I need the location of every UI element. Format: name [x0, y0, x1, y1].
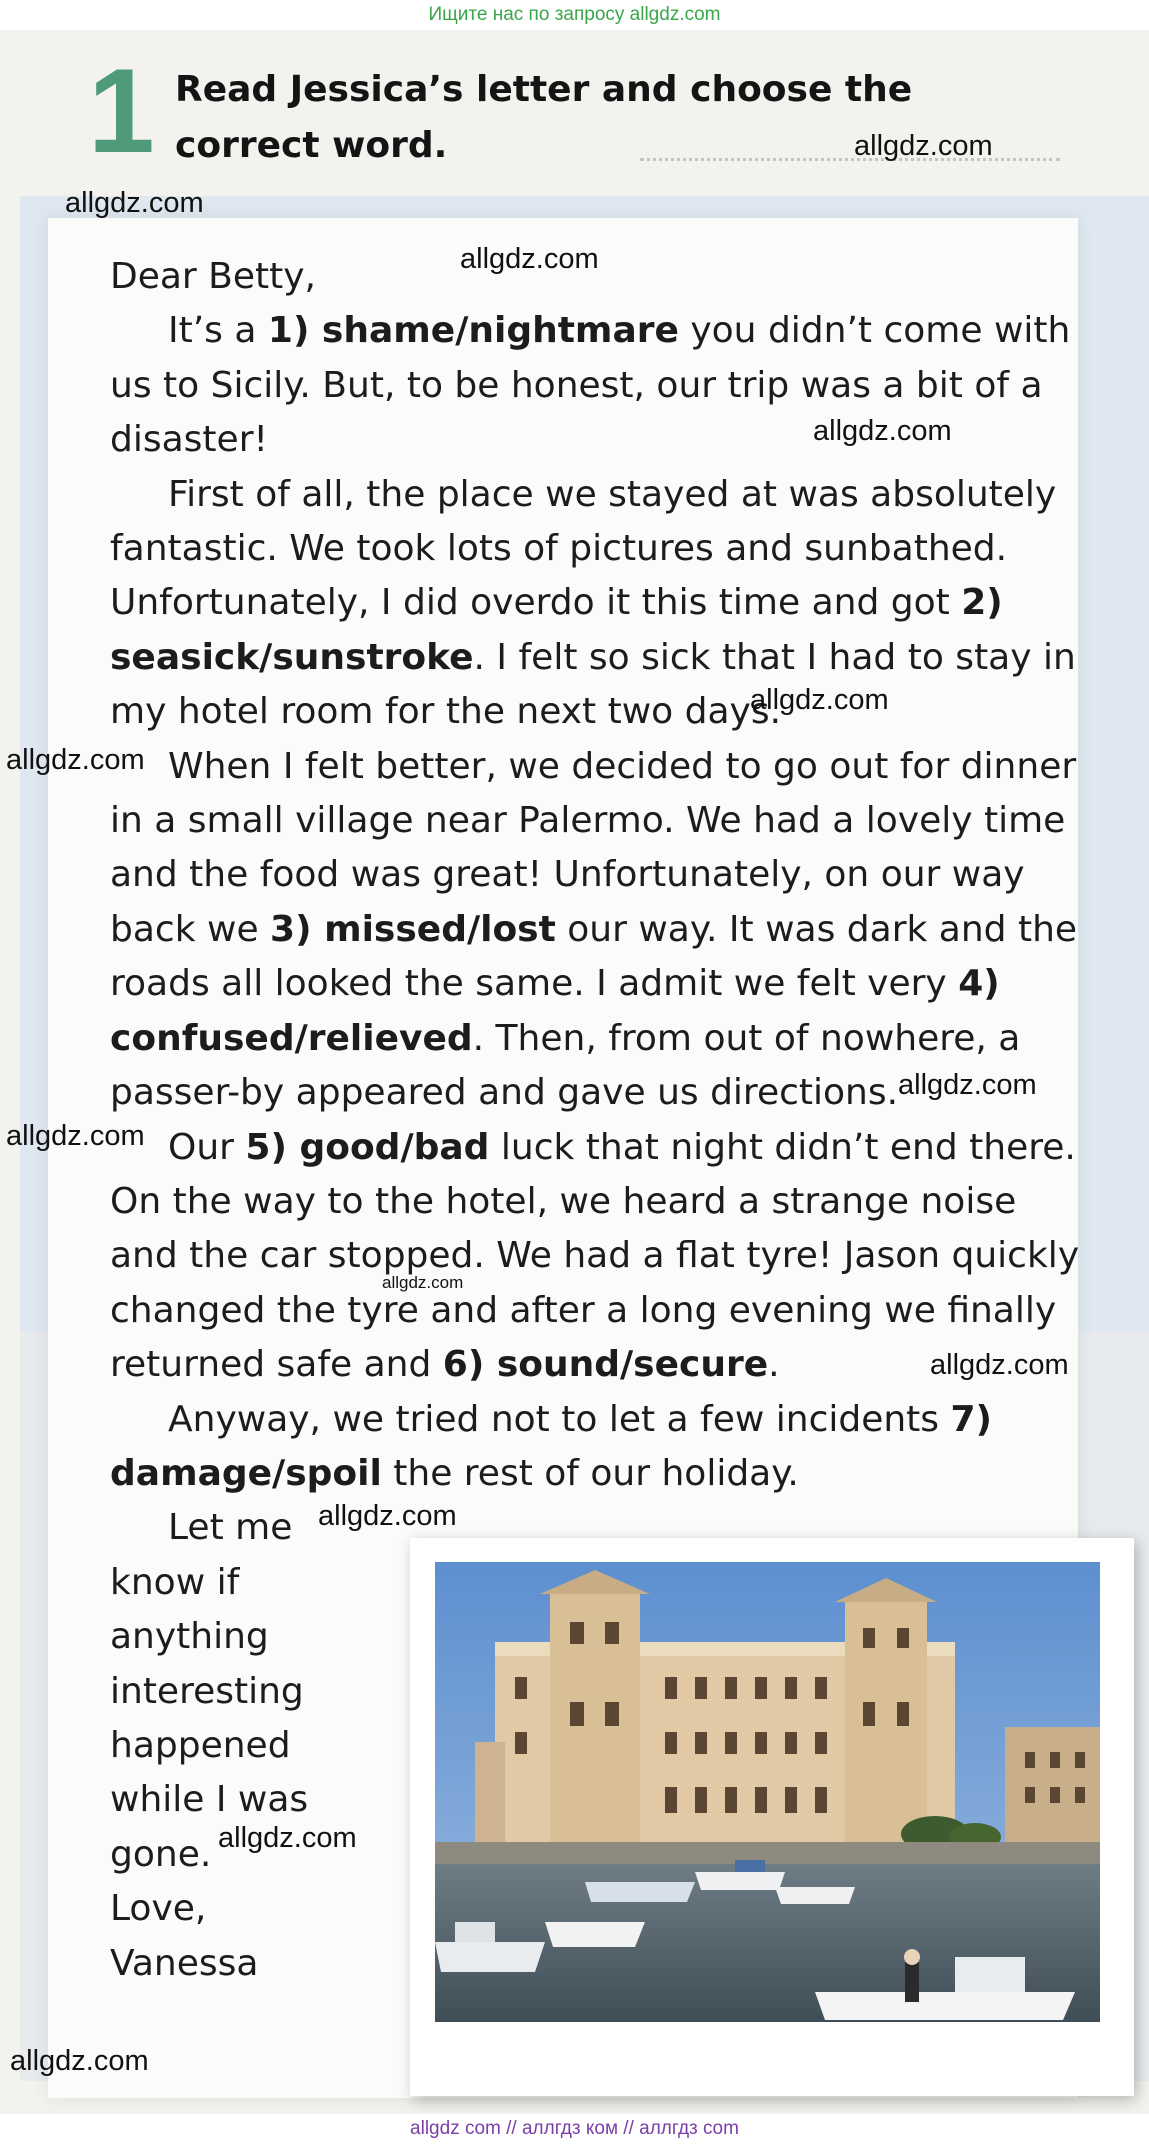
closing-line: gone.: [110, 1833, 212, 1875]
letter-greeting: Dear Betty,: [110, 256, 316, 297]
p4-text-c: luck that night didn’t end there. On the way to the hotel, we heard a strange noise and the car stopped. We had a flat tyre! Jason quickly changed the tyre and after a long evening we finally returned safe and: [110, 1126, 1080, 1386]
letter-paragraph-2: [110, 468, 1080, 740]
harbour-photo: [435, 1562, 1100, 2022]
p2-text-a: First of all, the place we stayed at was absolutely fantastic. We took lots of pictures and sunbathed. Unfortunately, I did overdo it this time and got: [110, 473, 1057, 624]
watermark: allgdz.com: [6, 744, 145, 776]
p3-text-c: our way. It was dark and the roads all looked the same. I admit we felt very: [110, 908, 1078, 1005]
watermark: allgdz.com: [813, 415, 952, 447]
watermark: allgdz.com: [854, 130, 993, 162]
letter-paragraph-3: [110, 740, 1080, 1121]
p1-text-c: you didn’t come with us to Sicily. But, to be honest, our trip was a bit of a disaster!: [110, 310, 1071, 461]
watermark: allgdz.com: [10, 2045, 149, 2077]
gap-5-choice: 5) good/bad: [245, 1126, 490, 1168]
letter-paragraph-5: [110, 1393, 1080, 1502]
closing-line: happened: [110, 1724, 291, 1766]
watermark: allgdz.com: [218, 1822, 357, 1854]
watermark: allgdz.com: [6, 1120, 145, 1152]
bottom-banner: allgdz com // аллгдз ком // аллгдз com: [0, 2114, 1149, 2144]
gap-1-choice: 1) shame/nightmare: [267, 310, 679, 352]
closing-line: know if: [110, 1561, 240, 1603]
gap-2-choice: 2) seasick/sunstroke: [110, 582, 1003, 678]
p5-text-a: Anyway, we tried not to let a few incidents: [168, 1398, 951, 1440]
watermark: allgdz.com: [750, 684, 889, 716]
top-banner: Ищите нас по запросу allgdz.com: [0, 0, 1149, 30]
closing-line: interesting: [110, 1670, 304, 1712]
watermark: allgdz.com: [898, 1069, 1037, 1101]
closing-line: Love,: [110, 1888, 207, 1930]
gap-6-choice: 6) sound/secure: [442, 1344, 769, 1386]
closing-line: while I was: [110, 1779, 309, 1821]
watermark: allgdz.com: [65, 187, 204, 219]
p3-text-a: When I felt better, we decided to go out for dinner in a small village near Palermo. We had a lovely time and the food was great! Unfortunately, on our way back we: [110, 745, 1077, 950]
exercise-number: 1: [88, 44, 155, 178]
watermark: allgdz.com: [318, 1500, 457, 1532]
p2-text-c: . I felt so sick that I had to stay in my hotel room for the next two days.: [110, 636, 1076, 733]
watermark: allgdz.com: [930, 1349, 1069, 1381]
watermark: allgdz.com: [460, 243, 599, 275]
dotted-rule: [640, 158, 1060, 161]
p5-text-c: the rest of our holiday.: [381, 1452, 799, 1494]
gap-4-choice: 4) confused/relieved: [110, 963, 1000, 1059]
gap-3-choice: 3) missed/lost: [270, 908, 556, 950]
exercise-instruction: Read Jessica’s letter and choose the correct word.: [175, 69, 913, 166]
watermark: allgdz.com: [382, 1273, 464, 1292]
p1-text-a: It’s a: [168, 310, 268, 352]
p4-text-e: .: [768, 1344, 780, 1386]
p4-text-a: Our: [168, 1126, 246, 1168]
closing-line: Let me: [168, 1507, 293, 1549]
closing-line: anything: [110, 1616, 269, 1658]
letter-closing: [110, 1501, 310, 1991]
letter-signature: Vanessa: [110, 1942, 259, 1984]
gap-7-choice: 7) damage/spoil: [110, 1398, 993, 1494]
p3-text-e: . Then, from out of nowhere, a passer-by appeared and gave us directions.: [110, 1017, 1021, 1114]
